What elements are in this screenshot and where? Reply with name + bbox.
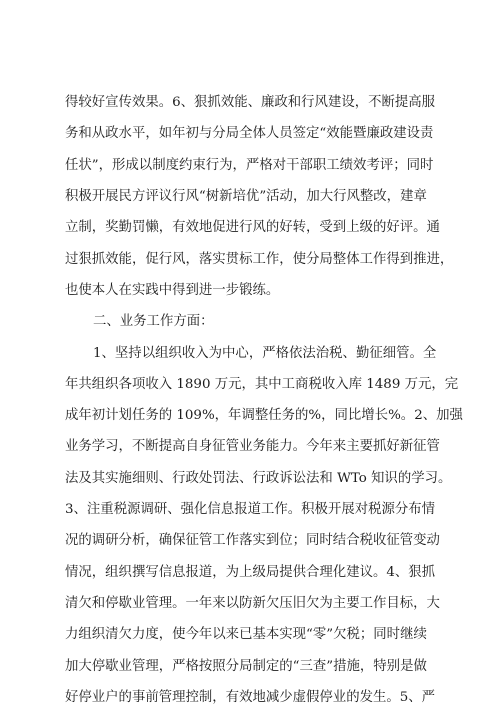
text-line: 清欠和停歇业管理。一年来以防新欠压旧欠为主要工作目标，大	[65, 596, 440, 611]
text-line: 力组织清欠力度，使今年以来已基本实现“零”欠税；同时继续	[65, 627, 427, 642]
text-line: 成年初计划任务的 109%，年调整任务的%，同比增长%。2、加强	[65, 408, 463, 423]
text-line: 过狠抓效能，促行风，落实贯标工作，使分局整体工作得到推进，	[65, 252, 454, 267]
text-line: 得较好宣传效果。6、狠抓效能、廉政和行风建设，不断提高服	[65, 95, 436, 110]
text-line: 1、坚持以组织收入为中心，严格依法治税、勤征细管。全	[93, 346, 437, 361]
text-line: 3、注重税源调研、强化信息报道工作。积极开展对税源分布情	[65, 502, 436, 517]
text-line: 务和从政水平，如年初与分局全体人员签定“效能暨廉政建设责	[65, 126, 434, 141]
text-line: 加大停歇业管理，严格按照分局制定的“三查”措施，特别是做	[65, 659, 427, 674]
text-line: 法及其实施细则、行政处罚法、行政诉讼法和 WTo 知识的学习。	[65, 471, 452, 486]
text-line: 好停业户的事前管理控制，有效地减少虚假停业的发生。5、严	[65, 690, 436, 705]
text-line: 任状”，形成以制度约束行为，严格对干部职工绩效考评；同时	[65, 158, 434, 173]
section-heading: 二、业务工作方面：	[93, 314, 214, 329]
text-line: 情况，组织撰写信息报道，为上级局提供合理化建议。4、狠抓	[65, 565, 436, 580]
text-line: 年共组织各项收入 1890 万元，其中工商税收入库 1489 万元，完	[65, 377, 459, 392]
text-line: 也使本人在实践中得到进一步锻练。	[65, 283, 280, 298]
text-line: 积极开展民方评议行风“树新培优”活动，加大行风整改，建章	[65, 189, 427, 204]
text-line: 立制，奖勤罚懒，有效地促进行风的好转，受到上级的好评。通	[65, 220, 440, 235]
text-line: 况的调研分析，确保征管工作落实到位；同时结合税收征管变动	[65, 533, 440, 548]
text-line: 业务学习，不断提高自身征管业务能力。今年来主要抓好新征管	[65, 439, 440, 454]
